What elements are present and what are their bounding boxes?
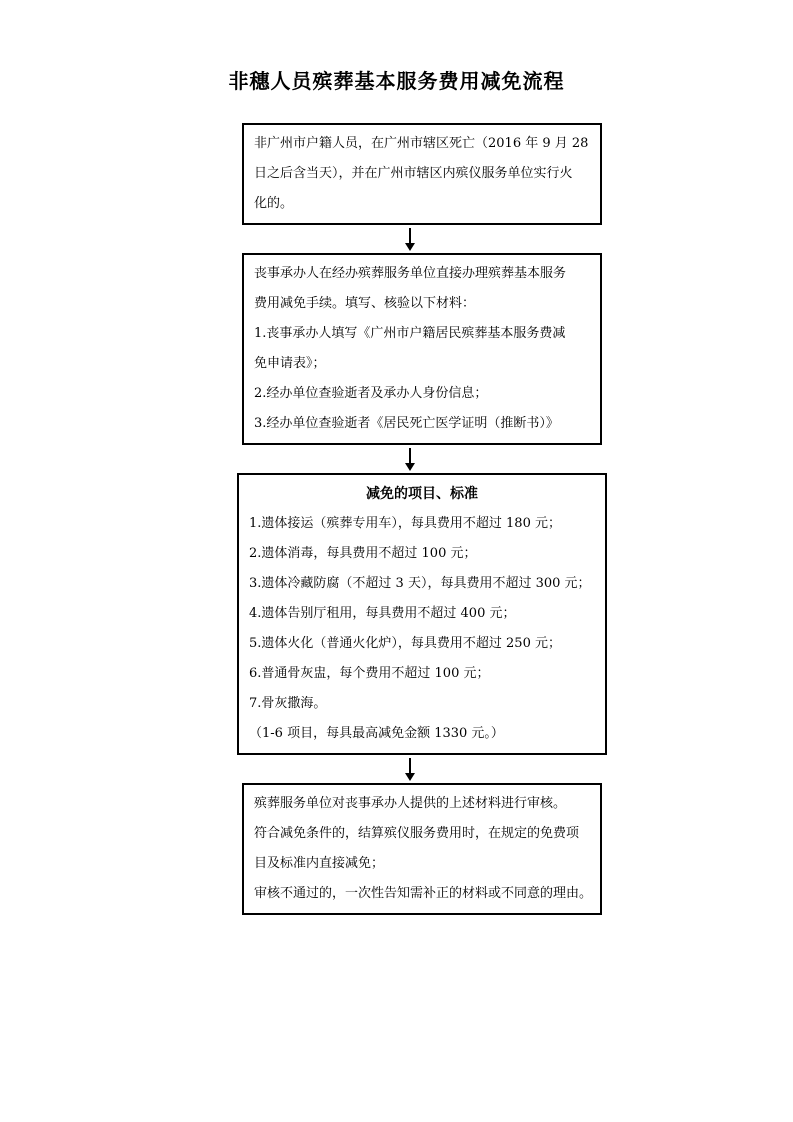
text-line: 符合减免条件的，结算殡仪服务费用时，在规定的免费项 [254, 826, 580, 841]
text-line: 4.遗体告别厅租用，每具费用不超过 400 元； [249, 606, 516, 621]
text-line: 2.遗体消毒，每具费用不超过 100 元； [249, 546, 477, 561]
text-line: （1-6 项目，每具最高减免金额 1330 元。） [249, 726, 504, 741]
text-line: 7.骨灰撒海。 [249, 696, 327, 711]
arrow-shaft [409, 448, 411, 463]
text-line: 非广州市户籍人员，在广州市辖区死亡（2016 年 9 月 28 [254, 136, 589, 151]
text-line: 目及标准内直接减免； [254, 856, 385, 871]
arrow-shaft [409, 228, 411, 243]
text-line: 3.经办单位查验逝者《居民死亡医学证明（推断书）》 [254, 416, 559, 431]
down-arrow-icon [230, 445, 590, 473]
text-line: 5.遗体火化（普通火化炉），每具费用不超过 250 元； [249, 636, 561, 651]
arrow-head [405, 773, 415, 781]
text-line: 3.遗体冷藏防腐（不超过 3 天），每具费用不超过 300 元； [249, 576, 591, 591]
text-line: 2.经办单位查验逝者及承办人身份信息； [254, 386, 488, 401]
text-line: 审核不通过的，一次性告知需补正的材料或不同意的理由。 [254, 886, 593, 901]
text-line: 1.丧事承办人填写《广州市户籍居民殡葬基本服务费减 [254, 326, 566, 341]
arrow-head [405, 243, 415, 251]
down-arrow-icon [230, 755, 590, 783]
flow-box-application-materials [242, 253, 602, 445]
down-arrow-icon [230, 225, 590, 253]
box-heading: 减免的项目、标准 [366, 486, 478, 502]
arrow-head [405, 463, 415, 471]
text-line: 日之后含当天），并在广州市辖区内殡仪服务单位实行火 [254, 166, 573, 181]
flow-box-eligibility [242, 123, 602, 225]
text-line: 免申请表》； [254, 356, 326, 371]
text-line: 费用减免手续。填写、核验以下材料： [254, 296, 476, 311]
text-line: 殡葬服务单位对丧事承办人提供的上述材料进行审核。 [254, 796, 567, 811]
text-line: 丧事承办人在经办殡葬服务单位直接办理殡葬基本服务 [254, 266, 567, 281]
flow-box-review-result [242, 783, 602, 915]
arrow-shaft [409, 758, 411, 773]
page-title: 非穗人员殡葬基本服务费用减免流程 [228, 69, 565, 94]
flowchart [242, 123, 602, 915]
text-line: 6.普通骨灰盅，每个费用不超过 100 元； [249, 666, 490, 681]
flow-box-reduction-items [237, 473, 607, 755]
text-line: 1.遗体接运（殡葬专用车），每具费用不超过 180 元； [249, 516, 561, 531]
text-line: 化的。 [254, 196, 294, 211]
